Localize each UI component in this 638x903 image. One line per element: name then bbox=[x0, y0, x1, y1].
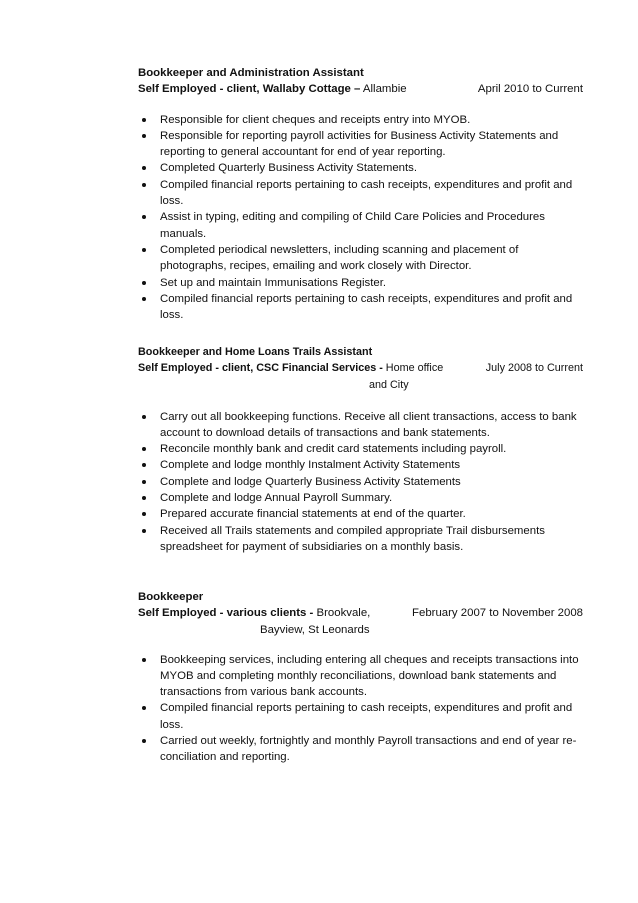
list-item: Compiled financial reports pertaining to cash receipts, expenditures and profit and loss. bbox=[138, 700, 583, 733]
list-item: Complete and lodge Annual Payroll Summary. bbox=[138, 490, 583, 506]
job-subheading-line2 bbox=[138, 377, 583, 393]
job-date-range: February 2007 to November 2008 bbox=[412, 607, 583, 620]
job-location: Home office bbox=[382, 362, 444, 375]
list-item: Compiled financial reports pertaining to cash receipts, expenditures and profit and loss. bbox=[138, 177, 583, 210]
list-item: Completed periodical newsletters, including scanning and placement of photographs, recipes, emailing and work closely with Director. bbox=[138, 242, 583, 275]
list-item: Complete and lodge Quarterly Business Activity Statements bbox=[138, 474, 583, 490]
list-item: Carry out all bookkeeping functions. Receive all client transactions, access to bank account to download details of transactions and bank statements. bbox=[138, 409, 583, 442]
job-title: Bookkeeper bbox=[138, 591, 204, 603]
list-item: Compiled financial reports pertaining to cash receipts, expenditures and profit and loss. bbox=[138, 291, 583, 324]
job-location: Brookvale, bbox=[313, 607, 371, 620]
spacer bbox=[138, 98, 583, 112]
job-subheading bbox=[138, 605, 583, 621]
spacer bbox=[138, 638, 583, 652]
job-duties-list bbox=[138, 409, 583, 556]
spacer bbox=[138, 393, 583, 409]
list-item: Set up and maintain Immunisations Register. bbox=[138, 275, 583, 291]
list-item: Received all Trails statements and compiled appropriate Trail disbursements spreadsheet for payment of subsidiaries on a monthly basis. bbox=[138, 523, 583, 556]
list-item: Assist in typing, editing and compiling of Child Care Policies and Procedures manuals. bbox=[138, 209, 583, 242]
list-item: Carried out weekly, fortnightly and monthly Payroll transactions and end of year re-conciliation and reporting. bbox=[138, 733, 583, 766]
job-subheading-line2 bbox=[138, 622, 583, 638]
job-employer: Self Employed - client, Wallaby Cottage – bbox=[138, 83, 361, 96]
job-employer: Self Employed - client, CSC Financial Services - bbox=[138, 362, 383, 375]
job-title: Bookkeeper and Home Loans Trails Assistant bbox=[138, 346, 373, 358]
job-location-continued: and City bbox=[369, 378, 409, 391]
job-duties-list bbox=[138, 652, 583, 766]
job-date-range: July 2008 to Current bbox=[485, 362, 583, 375]
job-subheading bbox=[138, 360, 583, 376]
list-item: Reconcile monthly bank and credit card statements including payroll. bbox=[138, 441, 583, 457]
job-title: Bookkeeper and Administration Assistant bbox=[138, 67, 364, 79]
job-section-2 bbox=[138, 344, 583, 555]
job-section-1 bbox=[138, 65, 583, 323]
job-subheading bbox=[138, 81, 583, 97]
list-item: Complete and lodge monthly Instalment Activity Statements bbox=[138, 457, 583, 473]
list-item: Completed Quarterly Business Activity Statements. bbox=[138, 160, 583, 176]
job-date-range: April 2010 to Current bbox=[477, 83, 583, 96]
job-section-3 bbox=[138, 589, 583, 766]
job-location: Allambie bbox=[360, 83, 407, 96]
list-item: Bookkeeping services, including entering all cheques and receipts transactions into MYOB and completing monthly reconciliations, download bank statements and transactions from various bank accounts. bbox=[138, 652, 583, 701]
list-item: Prepared accurate financial statements at end of the quarter. bbox=[138, 506, 583, 522]
job-duties-list bbox=[138, 112, 583, 324]
list-item: Responsible for reporting payroll activities for Business Activity Statements and reporting to general accountant for end of year reporting. bbox=[138, 128, 583, 161]
job-location-continued: Bayview, St Leonards bbox=[260, 623, 370, 636]
list-item: Responsible for client cheques and receipts entry into MYOB. bbox=[138, 112, 583, 128]
job-employer: Self Employed - various clients - bbox=[138, 607, 314, 620]
